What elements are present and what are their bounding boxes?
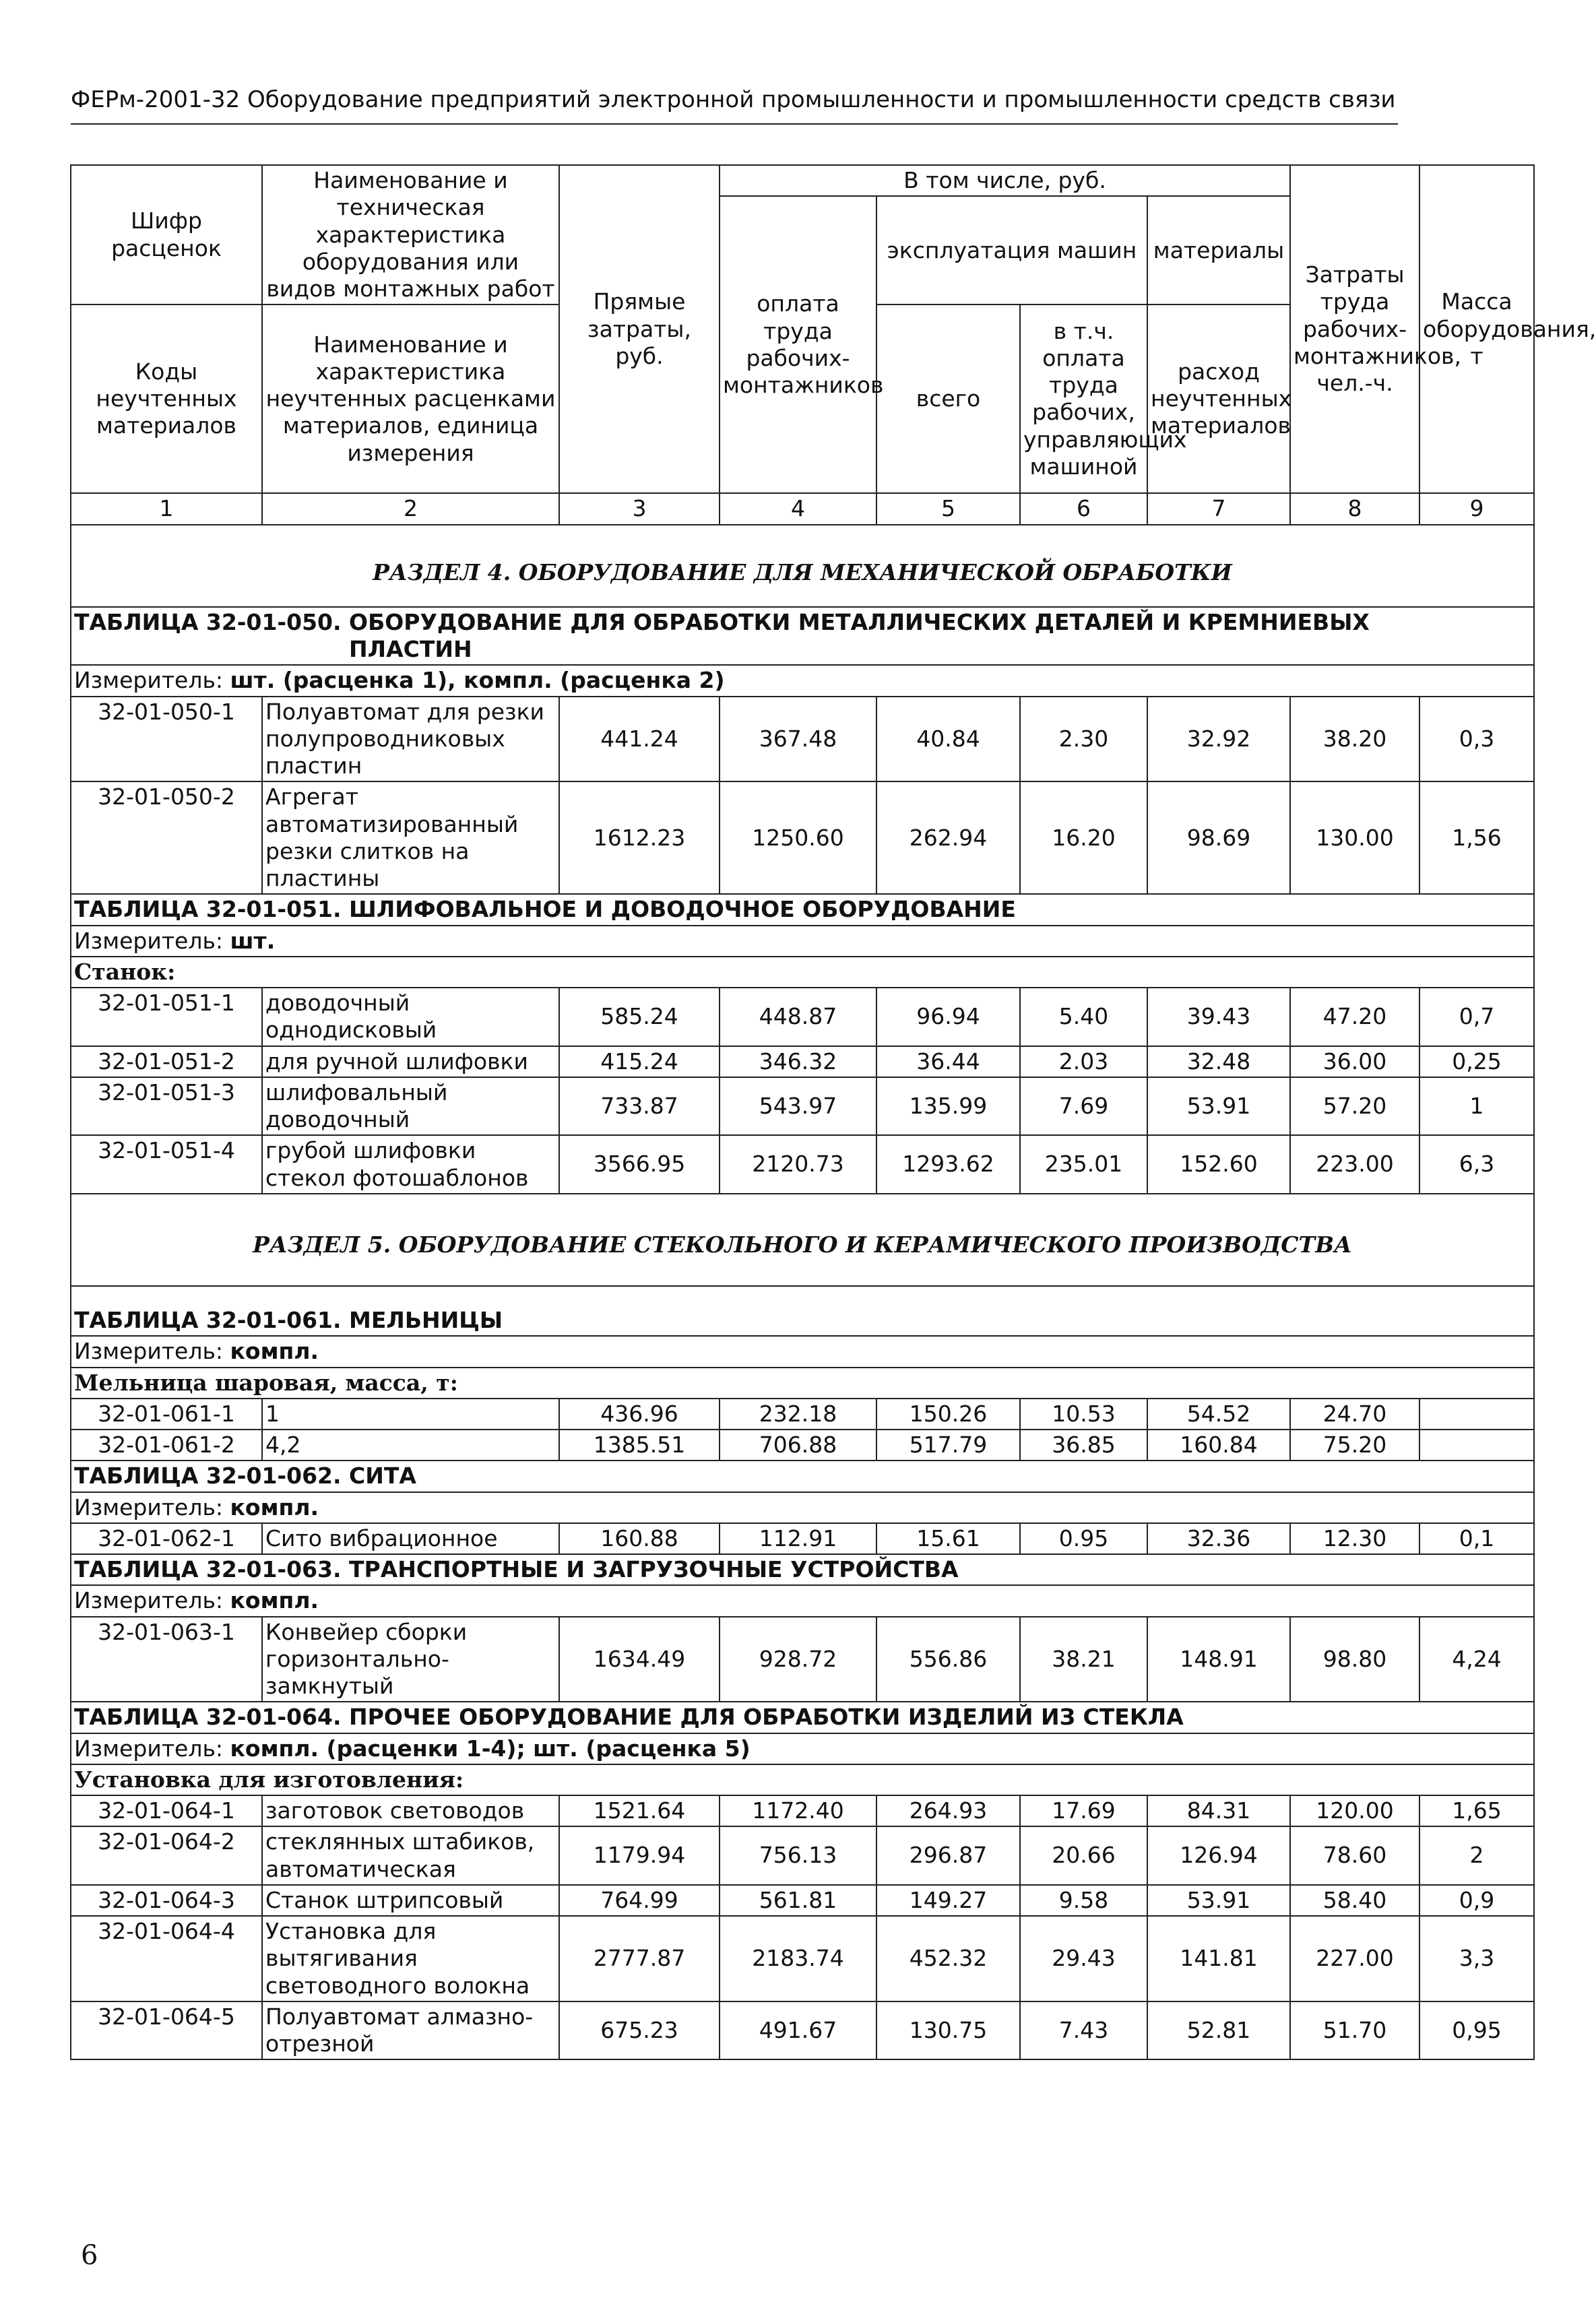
running-header: ФЕРм-2001-32 Оборудование предприятий электронной промышленности и промышленности средств связи: [71, 86, 1396, 113]
cell-machines: 517.79: [876, 1430, 1020, 1461]
row-name: стеклянных штабиков, автоматическая: [262, 1826, 559, 1885]
cell-labor: 51.70: [1290, 2001, 1419, 2060]
cell-labor: 227.00: [1290, 1916, 1419, 2001]
cell-mass: [1419, 1430, 1534, 1461]
cell-operator: 17.69: [1020, 1795, 1147, 1826]
col-header-name: Наименование и техническая характеристика оборудования или видов монтажных работ: [262, 165, 559, 304]
row-code: 32-01-064-4: [71, 1916, 262, 2001]
row-code: 32-01-051-1: [71, 988, 262, 1046]
measure-value: шт.: [230, 927, 276, 954]
table-row: [71, 781, 1534, 894]
table-063-title: ТРАНСПОРТНЫЕ И ЗАГРУЗОЧНЫЕ УСТРОЙСТВА: [349, 1556, 959, 1582]
row-name: грубой шлифовки стекол фотошаблонов: [262, 1135, 559, 1194]
row-name: Агрегат автоматизированный резки слитков на пластины: [262, 781, 559, 894]
cell-machines: 296.87: [876, 1826, 1020, 1885]
cell-materials: 148.91: [1147, 1617, 1290, 1702]
row-code: 32-01-050-1: [71, 697, 262, 782]
row-name: 4,2: [262, 1430, 559, 1461]
cell-mass: 0,3: [1419, 697, 1534, 782]
cell-wages: 928.72: [720, 1617, 876, 1702]
cell-mass: 1,65: [1419, 1795, 1534, 1826]
cell-labor: 120.00: [1290, 1795, 1419, 1826]
page-number: 6: [81, 2240, 98, 2271]
cell-materials: 126.94: [1147, 1826, 1290, 1885]
cell-machines: 1293.62: [876, 1135, 1020, 1194]
col-header-labor: Затраты труда рабочих-монтажников, чел.-ч.: [1290, 165, 1419, 493]
cell-mass: 0,95: [1419, 2001, 1534, 2060]
measure-label: Измеритель:: [74, 1338, 224, 1365]
table-063-label: ТАБЛИЦА 32-01-063.: [74, 1556, 342, 1582]
row-code: 32-01-061-1: [71, 1399, 262, 1430]
cell-wages: 491.67: [720, 2001, 876, 2060]
cell-operator: 20.66: [1020, 1826, 1147, 1885]
row-code: 32-01-064-5: [71, 2001, 262, 2060]
row-name: Конвейер сборки горизонтально-замкнутый: [262, 1617, 559, 1702]
table-row: [71, 1077, 1534, 1136]
cell-materials: 52.81: [1147, 2001, 1290, 2060]
row-code: 32-01-061-2: [71, 1430, 262, 1461]
table-row: [71, 1885, 1534, 1916]
cell-machines: 149.27: [876, 1885, 1020, 1916]
col-num: 3: [559, 493, 720, 524]
cell-wages: 2120.73: [720, 1135, 876, 1194]
measure-value: компл. (расценки 1-4); шт. (расценка 5): [230, 1735, 751, 1762]
group-heading: Установка для изготовления:: [71, 1764, 1534, 1795]
col-num: 5: [876, 493, 1020, 524]
cell-wages: 706.88: [720, 1430, 876, 1461]
cell-operator: 7.43: [1020, 2001, 1147, 2060]
cell-direct: 2777.87: [559, 1916, 720, 2001]
cell-operator: 235.01: [1020, 1135, 1147, 1194]
col-num: 4: [720, 493, 876, 524]
cell-operator: 16.20: [1020, 781, 1147, 894]
cell-mass: 0,1: [1419, 1523, 1534, 1554]
cell-labor: 24.70: [1290, 1399, 1419, 1430]
row-code: 32-01-064-3: [71, 1885, 262, 1916]
cell-mass: 0,9: [1419, 1885, 1534, 1916]
table-062-title: СИТА: [349, 1463, 416, 1489]
row-name: заготовок световодов: [262, 1795, 559, 1826]
col-num: 9: [1419, 493, 1534, 524]
table-row: [71, 1430, 1534, 1461]
col-header-material-names: Наименование и характеристика неучтенных расценками материалов, единица измерения: [262, 304, 559, 493]
cell-direct: 3566.95: [559, 1135, 720, 1194]
cell-wages: 543.97: [720, 1077, 876, 1136]
group-heading: Станок:: [71, 957, 1534, 988]
cell-labor: 78.60: [1290, 1826, 1419, 1885]
col-header-unaccounted-materials: расход неучтенных материалов: [1147, 304, 1290, 493]
cell-direct: 1179.94: [559, 1826, 720, 1885]
cell-direct: 1612.23: [559, 781, 720, 894]
cell-operator: 7.69: [1020, 1077, 1147, 1136]
cell-materials: 32.48: [1147, 1046, 1290, 1077]
table-064-title: ПРОЧЕЕ ОБОРУДОВАНИЕ ДЛЯ ОБРАБОТКИ ИЗДЕЛИЙ ИЗ СТЕКЛА: [349, 1704, 1184, 1731]
cell-wages: 448.87: [720, 988, 876, 1046]
cell-mass: 1,56: [1419, 781, 1534, 894]
cell-machines: 15.61: [876, 1523, 1020, 1554]
table-062-label: ТАБЛИЦА 32-01-062.: [74, 1463, 342, 1489]
cell-labor: 36.00: [1290, 1046, 1419, 1077]
table-row: [71, 1916, 1534, 2001]
cell-operator: 2.30: [1020, 697, 1147, 782]
col-header-mass: Масса оборудования, т: [1419, 165, 1534, 493]
cell-materials: 98.69: [1147, 781, 1290, 894]
col-num: 7: [1147, 493, 1290, 524]
cell-labor: 12.30: [1290, 1523, 1419, 1554]
cell-machines: 130.75: [876, 2001, 1020, 2060]
col-header-machines-total: всего: [876, 304, 1020, 493]
table-row: [71, 1523, 1534, 1554]
table-051-label: ТАБЛИЦА 32-01-051.: [74, 896, 342, 923]
table-row: [71, 1795, 1534, 1826]
row-code: 32-01-063-1: [71, 1617, 262, 1702]
cell-materials: 54.52: [1147, 1399, 1290, 1430]
measure-value: компл.: [230, 1338, 319, 1365]
cell-mass: [1419, 1399, 1534, 1430]
row-name: Установка для вытягивания световодного волокна: [262, 1916, 559, 2001]
cell-direct: 1634.49: [559, 1617, 720, 1702]
cell-materials: 84.31: [1147, 1795, 1290, 1826]
row-code: 32-01-064-2: [71, 1826, 262, 1885]
cell-direct: 441.24: [559, 697, 720, 782]
table-050-label: ТАБЛИЦА 32-01-050.: [74, 608, 342, 635]
cell-operator: 38.21: [1020, 1617, 1147, 1702]
table-row: [71, 1826, 1534, 1885]
row-name: Станок штрипсовый: [262, 1885, 559, 1916]
table-row: [71, 988, 1534, 1046]
cell-direct: 436.96: [559, 1399, 720, 1430]
cell-mass: 6,3: [1419, 1135, 1534, 1194]
cell-labor: 57.20: [1290, 1077, 1419, 1136]
cell-wages: 367.48: [720, 697, 876, 782]
col-num: 2: [262, 493, 559, 524]
cell-machines: 40.84: [876, 697, 1020, 782]
table-061-label: ТАБЛИЦА 32-01-061.: [74, 1307, 342, 1333]
cell-wages: 1172.40: [720, 1795, 876, 1826]
section-5-title: РАЗДЕЛ 5. ОБОРУДОВАНИЕ СТЕКОЛЬНОГО И КЕРАМИЧЕСКОГО ПРОИЗВОДСТВА: [71, 1194, 1534, 1286]
cell-materials: 32.92: [1147, 697, 1290, 782]
cell-machines: 135.99: [876, 1077, 1020, 1136]
cell-labor: 75.20: [1290, 1430, 1419, 1461]
cell-machines: 96.94: [876, 988, 1020, 1046]
measure-label: Измеритель:: [74, 667, 224, 694]
measure-value: компл.: [230, 1494, 319, 1520]
table-row: [71, 2001, 1534, 2060]
cell-machines: 36.44: [876, 1046, 1020, 1077]
measure-label: Измеритель:: [74, 927, 224, 954]
table-row: [71, 1617, 1534, 1702]
cell-labor: 130.00: [1290, 781, 1419, 894]
table-row: [71, 697, 1534, 782]
cell-direct: 1385.51: [559, 1430, 720, 1461]
col-num: 1: [71, 493, 262, 524]
col-header-material-codes: Коды неучтенных материалов: [71, 304, 262, 493]
table-row: [71, 1135, 1534, 1194]
cell-operator: 10.53: [1020, 1399, 1147, 1430]
cell-materials: 53.91: [1147, 1077, 1290, 1136]
row-name: Сито вибрационное: [262, 1523, 559, 1554]
col-num: 6: [1020, 493, 1147, 524]
measure-label: Измеритель:: [74, 1735, 224, 1762]
measure-label: Измеритель:: [74, 1494, 224, 1520]
cell-labor: 47.20: [1290, 988, 1419, 1046]
row-code: 32-01-062-1: [71, 1523, 262, 1554]
row-code: 32-01-051-2: [71, 1046, 262, 1077]
cell-materials: 141.81: [1147, 1916, 1290, 2001]
cell-machines: 452.32: [876, 1916, 1020, 2001]
cell-mass: 3,3: [1419, 1916, 1534, 2001]
cell-wages: 2183.74: [720, 1916, 876, 2001]
col-header-direct-costs: Прямые затраты, руб.: [559, 165, 720, 493]
cell-labor: 223.00: [1290, 1135, 1419, 1194]
table-061-title: МЕЛЬНИЦЫ: [349, 1307, 503, 1333]
row-name: доводочный однодисковый: [262, 988, 559, 1046]
table-row: [71, 1399, 1534, 1430]
cell-operator: 0.95: [1020, 1523, 1147, 1554]
cell-wages: 1250.60: [720, 781, 876, 894]
measure-value: компл.: [230, 1587, 319, 1614]
rates-table: [70, 164, 1596, 2060]
cell-direct: 733.87: [559, 1077, 720, 1136]
row-code: 32-01-051-3: [71, 1077, 262, 1136]
cell-materials: 39.43: [1147, 988, 1290, 1046]
cell-direct: 160.88: [559, 1523, 720, 1554]
cell-machines: 556.86: [876, 1617, 1020, 1702]
col-header-wages: оплата труда рабочих-монтажников: [720, 196, 876, 493]
cell-mass: 0,25: [1419, 1046, 1534, 1077]
measure-value: шт. (расценка 1), компл. (расценка 2): [230, 667, 725, 694]
cell-operator: 5.40: [1020, 988, 1147, 1046]
table-051-title: ШЛИФОВАЛЬНОЕ И ДОВОДОЧНОЕ ОБОРУДОВАНИЕ: [349, 896, 1016, 923]
table-050-title: ОБОРУДОВАНИЕ ДЛЯ ОБРАБОТКИ МЕТАЛЛИЧЕСКИХ ДЕТАЛЕЙ И КРЕМНИЕВЫХ ПЛАСТИН: [349, 608, 1370, 662]
row-code: 32-01-064-1: [71, 1795, 262, 1826]
cell-mass: 0,7: [1419, 988, 1534, 1046]
table-064-label: ТАБЛИЦА 32-01-064.: [74, 1704, 342, 1731]
cell-machines: 262.94: [876, 781, 1020, 894]
cell-wages: 112.91: [720, 1523, 876, 1554]
cell-materials: 53.91: [1147, 1885, 1290, 1916]
cell-materials: 32.36: [1147, 1523, 1290, 1554]
col-header-code: Шифр расценок: [71, 165, 262, 304]
cell-labor: 98.80: [1290, 1617, 1419, 1702]
cell-mass: 4,24: [1419, 1617, 1534, 1702]
cell-operator: 29.43: [1020, 1916, 1147, 2001]
cell-operator: 36.85: [1020, 1430, 1147, 1461]
measure-label: Измеритель:: [74, 1587, 224, 1614]
row-code: 32-01-050-2: [71, 781, 262, 894]
cell-mass: 1: [1419, 1077, 1534, 1136]
table-row: [71, 1046, 1534, 1077]
row-name: Полуавтомат для резки полупроводниковых пластин: [262, 697, 559, 782]
col-header-operator-wages: в т.ч. оплата труда рабочих, управляющих машиной: [1020, 304, 1147, 493]
col-num: 8: [1290, 493, 1419, 524]
group-heading: Мельница шаровая, масса, т:: [71, 1368, 1534, 1399]
cell-wages: 756.13: [720, 1826, 876, 1885]
section-4-title: РАЗДЕЛ 4. ОБОРУДОВАНИЕ ДЛЯ МЕХАНИЧЕСКОЙ ОБРАБОТКИ: [71, 525, 1534, 607]
row-name: 1: [262, 1399, 559, 1430]
col-header-including: В том числе, руб.: [720, 165, 1290, 196]
row-name: шлифовальный доводочный: [262, 1077, 559, 1136]
cell-machines: 150.26: [876, 1399, 1020, 1430]
cell-direct: 675.23: [559, 2001, 720, 2060]
col-header-machines: эксплуатация машин: [876, 196, 1147, 304]
col-header-materials: материалы: [1147, 196, 1290, 304]
cell-labor: 58.40: [1290, 1885, 1419, 1916]
cell-materials: 152.60: [1147, 1135, 1290, 1194]
row-name: для ручной шлифовки: [262, 1046, 559, 1077]
cell-direct: 585.24: [559, 988, 720, 1046]
header-divider: [71, 123, 1398, 125]
cell-operator: 2.03: [1020, 1046, 1147, 1077]
cell-wages: 561.81: [720, 1885, 876, 1916]
cell-mass: 2: [1419, 1826, 1534, 1885]
cell-direct: 1521.64: [559, 1795, 720, 1826]
cell-wages: 346.32: [720, 1046, 876, 1077]
row-code: 32-01-051-4: [71, 1135, 262, 1194]
cell-wages: 232.18: [720, 1399, 876, 1430]
cell-labor: 38.20: [1290, 697, 1419, 782]
cell-direct: 415.24: [559, 1046, 720, 1077]
cell-machines: 264.93: [876, 1795, 1020, 1826]
cell-direct: 764.99: [559, 1885, 720, 1916]
row-name: Полуавтомат алмазно-отрезной: [262, 2001, 559, 2060]
cell-materials: 160.84: [1147, 1430, 1290, 1461]
cell-operator: 9.58: [1020, 1885, 1147, 1916]
